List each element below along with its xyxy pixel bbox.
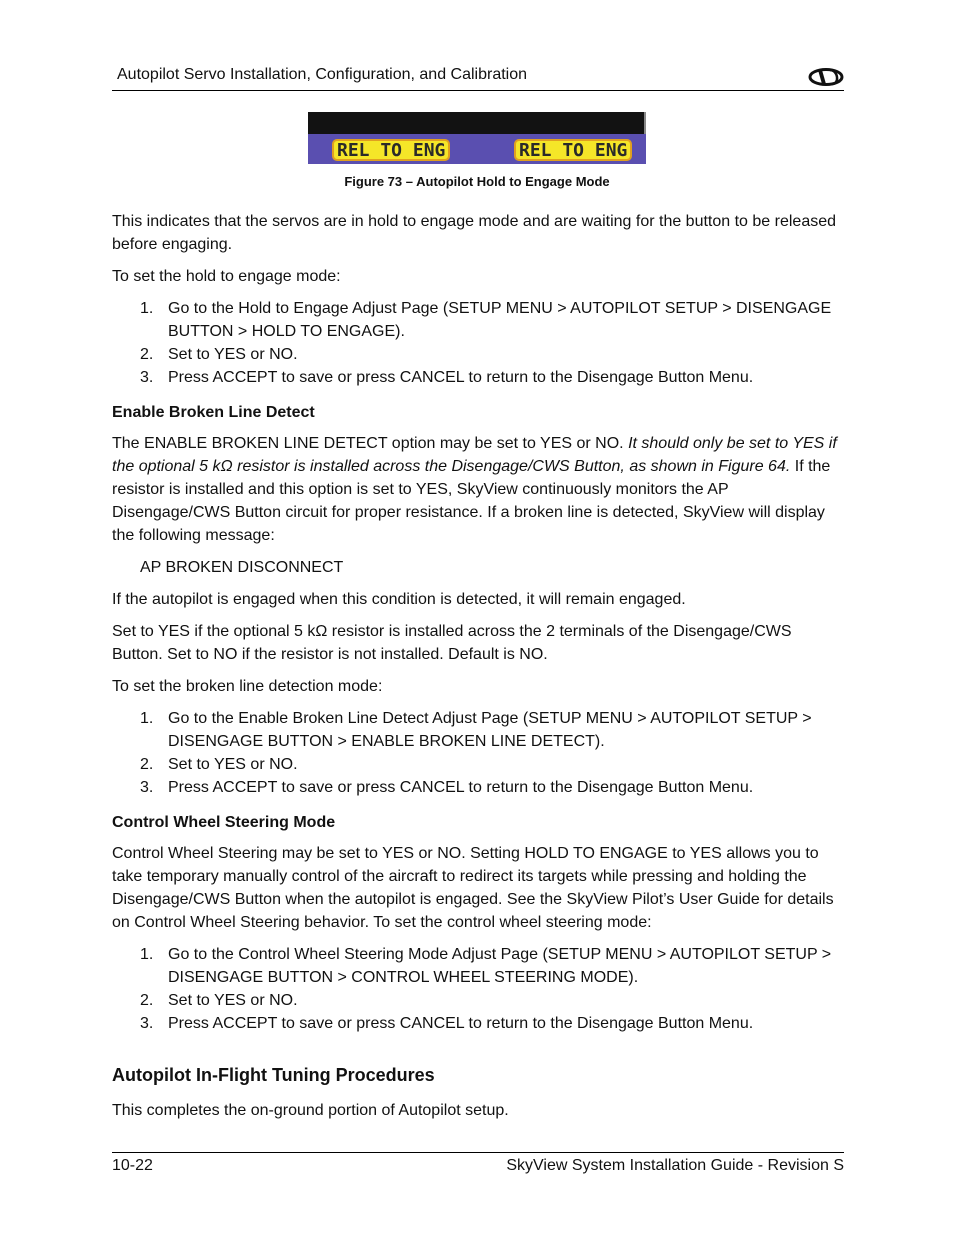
paragraph-set-broken: To set the broken line detection mode: (112, 678, 383, 695)
running-header-title: Autopilot Servo Installation, Configuration, and Calibration (117, 66, 528, 83)
list-text: Go to the Hold to Engage Adjust Page (SETUP MENU > AUTOPILOT SETUP > DISENGAGE BUTTON > HOLD TO ENGAGE). (168, 300, 832, 340)
broken-line-text-a: The ENABLE BROKEN LINE DETECT option may be set to YES or NO. (112, 435, 624, 452)
list-text: Press ACCEPT to save or press CANCEL to return to the Disengage Button Menu. (168, 1015, 754, 1032)
list-number: 3. (140, 369, 154, 386)
paragraph-cws: Control Wheel Steering may be set to YES or NO. Setting HOLD TO ENGAGE to YES allows you to take temporary manually control of the aircraft to redirect its targets while pressing and holding the Disengage/CWS Button when the autopilot is engaged. See the SkyView Pilot’s User Guide for details on Control Wheel Steering behavior. To set the control wheel steering mode: (112, 845, 834, 931)
figure-hold-to-engage (308, 112, 646, 164)
rel-to-eng-label-left: REL TO ENG (332, 139, 450, 161)
list-text: Press ACCEPT to save or press CANCEL to return to the Disengage Button Menu. (168, 779, 754, 796)
list-text: Set to YES or NO. (168, 992, 298, 1009)
message-ap-broken: AP BROKEN DISCONNECT (140, 559, 344, 576)
heading-in-flight-tuning: Autopilot In-Flight Tuning Procedures (112, 1065, 435, 1085)
list-text: Go to the Control Wheel Steering Mode Adjust Page (SETUP MENU > AUTOPILOT SETUP > DISENGAGE BUTTON > CONTROL WHEEL STEERING MODE). (168, 946, 832, 986)
paragraph-hold-intro: This indicates that the servos are in hold to engage mode and are waiting for the button to be released before engaging. (112, 213, 837, 253)
list-number: 2. (140, 756, 154, 773)
list-number: 2. (140, 346, 154, 363)
list-number: 3. (140, 779, 154, 796)
list-text: Go to the Enable Broken Line Detect Adjust Page (SETUP MENU > AUTOPILOT SETUP > DISENGAGE BUTTON > ENABLE BROKEN LINE DETECT). (168, 710, 812, 750)
figure-caption: Figure 73 – Autopilot Hold to Engage Mode (344, 174, 610, 189)
rel-to-eng-label-right: REL TO ENG (514, 139, 632, 161)
list-number: 1. (140, 300, 154, 317)
paragraph-remain-engaged: If the autopilot is engaged when this condition is detected, it will remain engaged. (112, 591, 686, 608)
paragraph-set-hold: To set the hold to engage mode: (112, 268, 341, 285)
broken-line-text-c: If the resistor is installed and this option is set to YES, SkyView continuously monitors the AP Disengage/CWS Button circuit for proper resistance. If a broken line is detected, SkyView will display the following message: (112, 458, 831, 544)
paragraph-completes: This completes the on-ground portion of Autopilot setup. (112, 1102, 509, 1119)
list-text: Set to YES or NO. (168, 346, 298, 363)
heading-cws: Control Wheel Steering Mode (112, 814, 336, 831)
header-rule (112, 90, 844, 91)
list-number: 1. (140, 710, 154, 727)
footer-doc-title: SkyView System Installation Guide - Revision S (506, 1157, 844, 1174)
dynon-logo-icon (808, 67, 844, 87)
paragraph-set-yes: Set to YES if the optional 5 kΩ resistor is installed across the 2 terminals of the Disengage/CWS Button. Set to NO if the resistor is not installed. Default is NO. (112, 623, 792, 663)
list-number: 1. (140, 946, 154, 963)
list-number: 3. (140, 1015, 154, 1032)
broken-line-note: It should only be set to YES if the optional 5 kΩ resistor is installed across the Disengage/CWS Button, as shown in Figure 64. (112, 435, 837, 475)
figure-top-bar (308, 112, 646, 134)
page-number: 10-22 (112, 1157, 153, 1174)
list-text: Press ACCEPT to save or press CANCEL to return to the Disengage Button Menu. (168, 369, 754, 386)
list-number: 2. (140, 992, 154, 1009)
footer-rule (112, 1152, 844, 1153)
heading-broken-line: Enable Broken Line Detect (112, 404, 315, 421)
list-text: Set to YES or NO. (168, 756, 298, 773)
paragraph-broken-line (112, 432, 844, 547)
